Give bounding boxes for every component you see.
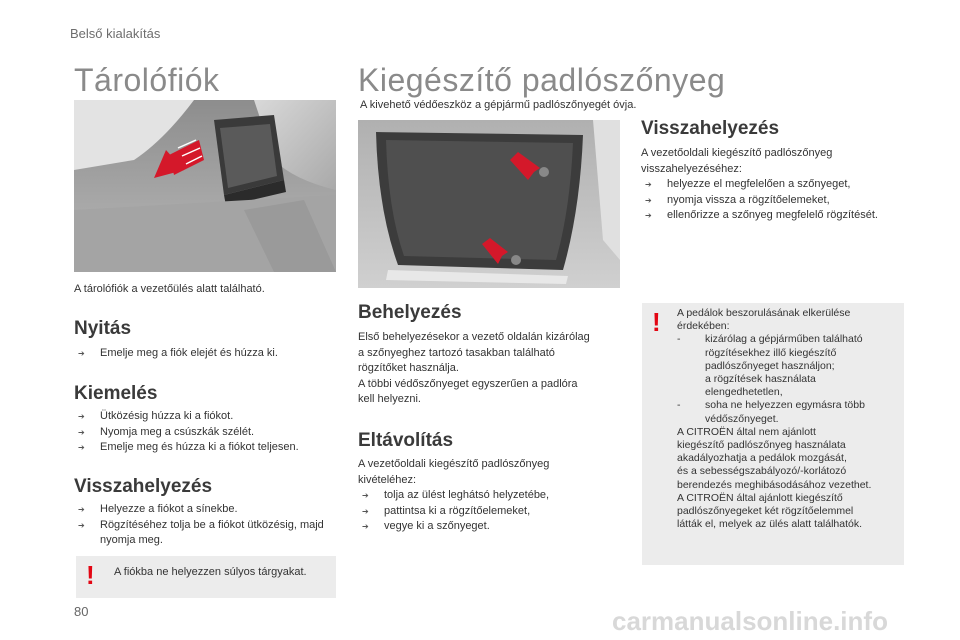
floor-mat-warning-text (677, 307, 902, 531)
warning-line: padlószőnyeget használjon; (705, 359, 835, 372)
visszahelyezes-left-item: ➔ Helyezze a fiókot a sínekbe. (78, 502, 328, 518)
visszahelyezes-right-intro (641, 146, 911, 177)
warning-line: rögzítésekhez illő kiegészítő (705, 346, 837, 359)
warning-line: a rögzítések használata (705, 373, 816, 386)
kiemeles-item: ➔ Emelje meg és húzza ki a fiókot teljesen. (78, 440, 338, 456)
warning-line: érdekében: (677, 320, 730, 333)
nyitas-list (78, 346, 338, 362)
drawer-caption: A tárolófiók a vezetőülés alatt található. (74, 283, 265, 295)
warning-line: A CITROËN által nem ajánlott (677, 425, 816, 438)
behelyezes-line: rögzítőket használja. (358, 362, 459, 374)
warning-dash: - (677, 399, 681, 412)
floor-mat-image (358, 120, 620, 288)
behelyezes-text (358, 330, 628, 408)
visszahelyezes-left-item: ➔ Rögzítéséhez tolja be a fiókot ütközésig, majd nyomja meg. (78, 518, 328, 549)
eltavolitas-intro-line: A vezetőoldali kiegészítő padlószőnyeg (358, 458, 550, 470)
eltavolitas-item: ➔ pattintsa ki a rögzítőelemeket, (362, 504, 612, 520)
warning-bullet (677, 399, 902, 425)
drawer-warning-box (76, 556, 336, 598)
warning-line: berendezés meghibásodásához vezethet. (677, 478, 872, 491)
behelyezes-line: a szőnyeghez tartozó tasakban található (358, 346, 555, 359)
drawer-image (74, 100, 336, 272)
warning-dash: - (677, 333, 681, 346)
kiemeles-list (78, 409, 338, 456)
visszahelyezes-left-heading: Visszahelyezés (74, 476, 213, 497)
floor-mat-warning-box (642, 303, 904, 565)
warning-icon: ! (86, 560, 95, 590)
visszahelyezes-left-list (78, 502, 328, 549)
warning-line: és a sebességszabályozó/-korlátozó (677, 465, 847, 478)
eltavolitas-intro-line: kivételéhez: (358, 473, 417, 486)
visszahelyezes-right-list (645, 177, 915, 224)
visszahelyezes-right-heading: Visszahelyezés (641, 118, 780, 139)
behelyezes-line: Első behelyezésekor a vezető oldalán kizárólag (358, 331, 590, 343)
warning-line: A pedálok beszorulásának elkerülése (677, 307, 851, 319)
warning-line: látták el, melyek az ülés alatt találhatók. (677, 518, 863, 531)
visszahelyezes-right-item: ➔ ellenőrizze a szőnyeg megfelelő rögzítését. (645, 208, 915, 224)
behelyezes-line: kell helyezni. (358, 393, 421, 405)
section-label: Belső kialakítás (70, 26, 161, 41)
eltavolitas-item: ➔ tolja az ülést leghátsó helyzetébe, (362, 488, 612, 504)
visszahelyezes-right-item: ➔ nyomja vissza a rögzítőelemeket, (645, 193, 915, 209)
eltavolitas-list (362, 488, 612, 535)
kiemeles-heading: Kiemelés (74, 383, 158, 404)
eltavolitas-item: ➔ vegye ki a szőnyeget. (362, 519, 612, 535)
behelyezes-heading: Behelyezés (358, 302, 462, 323)
drawer-warning-text: A fiókba ne helyezzen súlyos tárgyakat. (114, 566, 307, 578)
storage-drawer-title: Tárolófiók (74, 62, 220, 98)
warning-line: kiegészítő padlószőnyeg használata (677, 439, 846, 452)
visszahelyezes-right-intro-line: visszahelyezéséhez: (641, 162, 742, 175)
warning-line: kizárólag a gépjárműben található (705, 333, 863, 346)
behelyezes-line: A többi védőszőnyeget egyszerűen a padlóra (358, 377, 578, 390)
warning-bullet (677, 333, 902, 399)
visszahelyezes-right-item: ➔ helyezze el megfelelően a szőnyeget, (645, 177, 915, 193)
floor-mat-subtitle: A kivehető védőeszköz a gépjármű padlószőnyegét óvja. (360, 99, 637, 111)
warning-line: padlószőnyegeket két rögzítőelemmel (677, 505, 854, 518)
warning-icon: ! (652, 307, 661, 337)
kiemeles-item: ➔ Nyomja meg a csúszkák szélét. (78, 425, 338, 441)
eltavolitas-intro (358, 457, 618, 488)
drawer-illustration (74, 100, 336, 272)
nyitas-heading: Nyitás (74, 318, 132, 339)
warning-line: elengedhetetlen, (705, 386, 783, 399)
warning-line: A CITROËN által ajánlott kiegészítő (677, 491, 843, 504)
warning-line: soha ne helyezzen egymásra több (705, 399, 865, 412)
page-number: 80 (74, 604, 89, 619)
watermark: carmanualsonline.info (612, 606, 888, 636)
nyitas-item: ➔ Emelje meg a fiók elejét és húzza ki. (78, 346, 338, 362)
warning-line: akadályozhatja a pedálok mozgását, (677, 452, 847, 465)
warning-line: védőszőnyeget. (705, 412, 779, 425)
kiemeles-item: ➔ Ütközésig húzza ki a fiókot. (78, 409, 338, 425)
visszahelyezes-right-intro-line: A vezetőoldali kiegészítő padlószőnyeg (641, 147, 833, 159)
floor-mat-title: Kiegészítő padlószőnyeg (358, 62, 726, 98)
eltavolitas-heading: Eltávolítás (358, 430, 454, 451)
floor-mat-illustration (358, 120, 620, 288)
